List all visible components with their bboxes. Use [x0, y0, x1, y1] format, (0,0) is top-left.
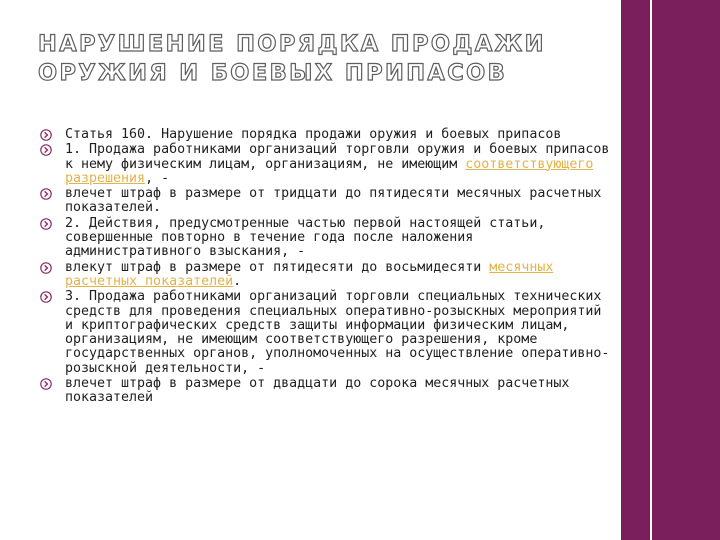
bullet-item-3 — [40, 187, 610, 216]
bullet-item-5 — [40, 261, 610, 290]
bullet-text: влекут штраф в размере от пятидесяти до восьмидесяти — [65, 259, 490, 275]
bullet-item-6 — [40, 290, 610, 376]
bullet-text-tail: , - — [145, 170, 170, 186]
circled-chevron-icon — [40, 262, 52, 274]
bullet-item-2 — [40, 143, 610, 186]
circled-chevron-icon — [40, 188, 52, 200]
bullet-item-7 — [40, 377, 610, 406]
bullet-item-4 — [40, 217, 610, 260]
sidebar-divider-line — [650, 0, 652, 540]
circled-chevron-icon — [40, 218, 52, 230]
circled-chevron-icon — [40, 144, 52, 156]
bullet-text: 3. Продажа работниками организаций торговли специальных технических средств для проведения специальных оперативно-розыскных мероприятий и криптографических средств защиты информации физическим лицам, организациям, не имеющим соответствующего разрешения, кроме государственных органов, уполномоченных на осуществление оперативно-розыскной деятельности, - — [65, 289, 610, 376]
bullet-text: 1. Продажа работниками организаций торговли оружия и боевых припасов к нему физическим лицам, организациям, не имеющим — [65, 142, 610, 172]
bullet-item-1 — [40, 128, 610, 142]
circled-chevron-icon — [40, 291, 52, 303]
bullet-text-tail: . — [233, 273, 242, 289]
bullet-list — [40, 128, 610, 407]
circled-chevron-icon — [40, 378, 52, 390]
bullet-text: 2. Действия, предусмотренные частью первой настоящей статьи, совершенные повторно в течение года после наложения административного взыскания, - — [65, 215, 546, 260]
bullet-text: влечет штраф в размере от двадцати до сорока месячных расчетных показателей — [65, 376, 570, 406]
bullet-text: влечет штраф в размере от тридцати до пятидесяти месячных расчетных показателей. — [65, 186, 602, 216]
bullet-link[interactable]: месячных расчетных показателей — [65, 259, 554, 289]
circled-chevron-icon — [40, 129, 52, 141]
bullet-link[interactable]: соответствующего разрешения — [65, 156, 594, 186]
slide-title: НАРУШЕНИЕ ПОРЯДКА ПРОДАЖИ ОРУЖИЯ И БОЕВЫХ ПРИПАСОВ — [38, 31, 546, 86]
bullet-text: Статья 160. Нарушение порядка продажи оружия и боевых припасов — [65, 127, 562, 142]
sidebar-accent-bar — [621, 0, 720, 540]
